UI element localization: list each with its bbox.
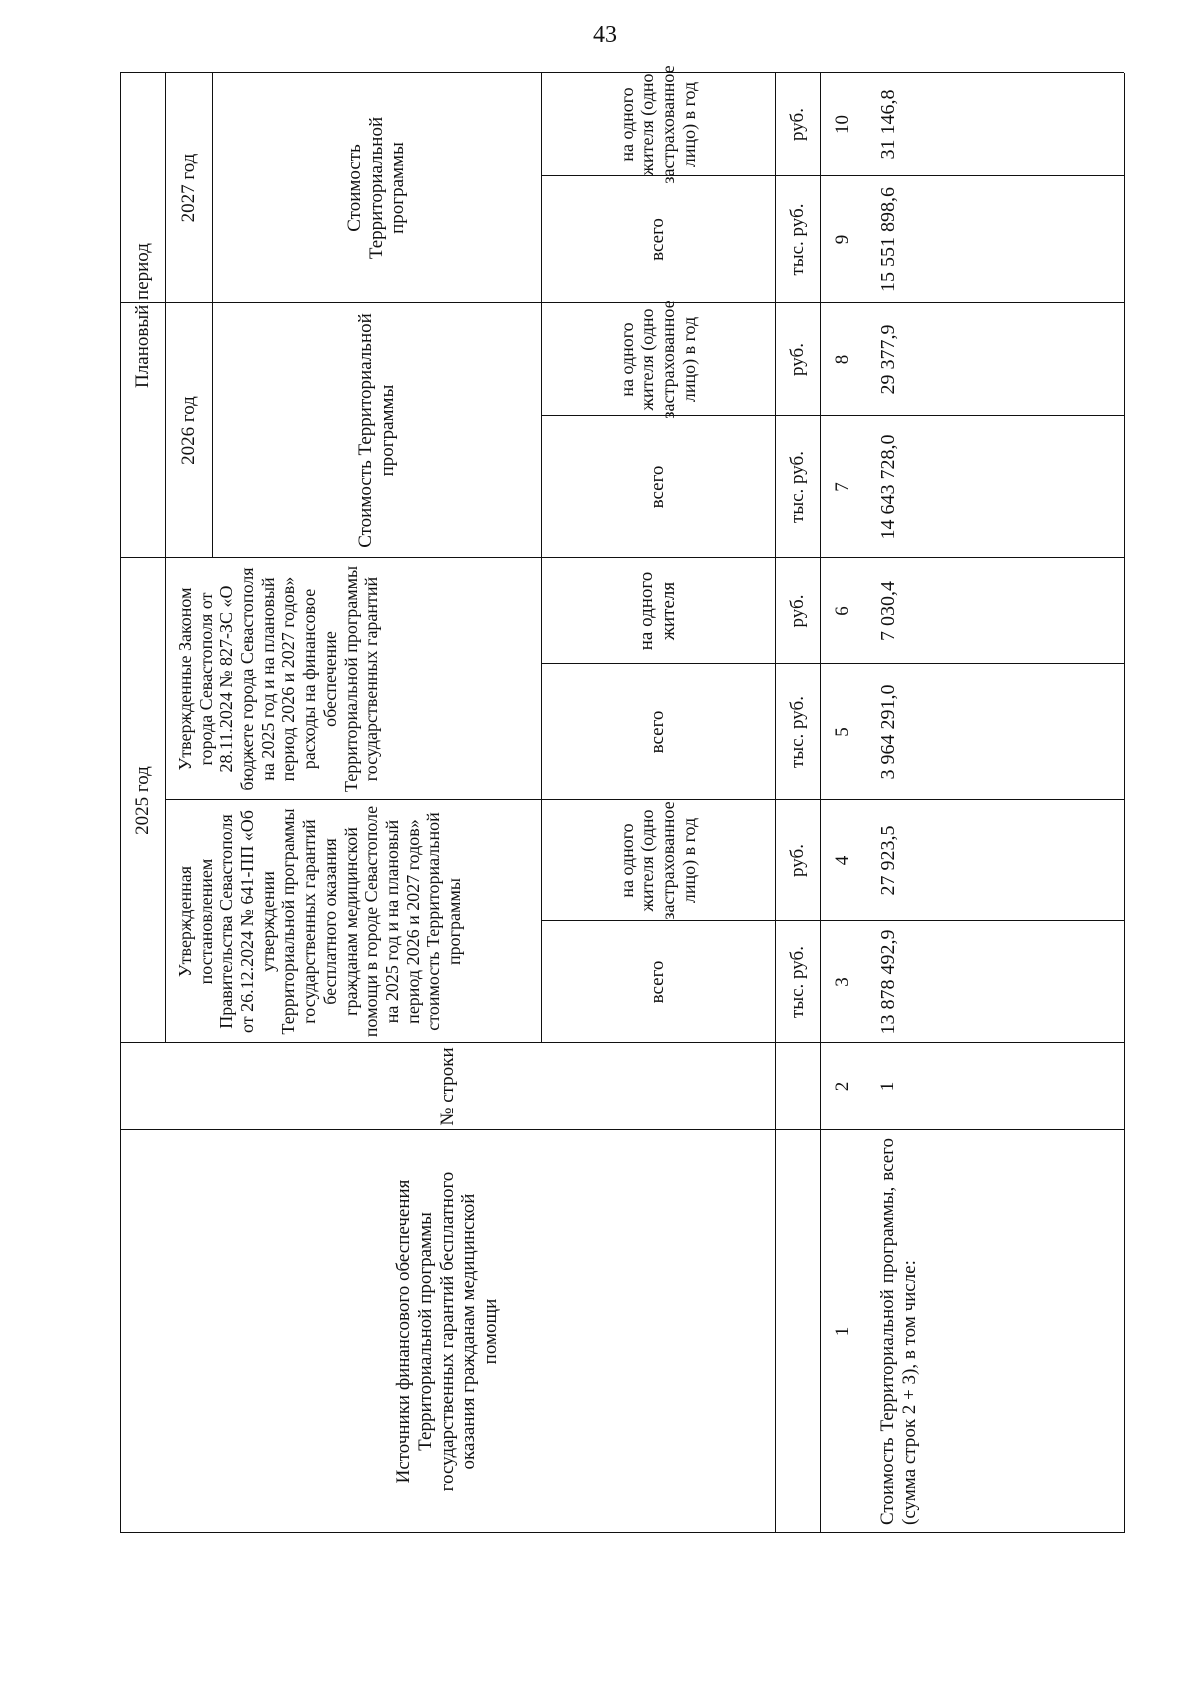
header-year-2025: 2025 год (131, 766, 153, 835)
row-number: 1 (877, 1081, 898, 1092)
header-total-2027: всего (647, 218, 669, 261)
value-per-insured-2025: 27 923,5 (877, 825, 899, 896)
column-number: 4 (831, 855, 853, 866)
column-number: 7 (831, 482, 853, 492)
value-per-insured-2026: 29 377,9 (877, 324, 899, 395)
header-row-number: № строки (436, 1047, 458, 1126)
column-number: 8 (831, 354, 853, 365)
financing-table (120, 65, 1124, 1533)
header-approved-resolution: Утвержденная постановлением Правительства Севастополя от 26.12.2024 № 641-ПП «Об утверждении Территориальной программы государственных гарантий бесплатного оказания гражданам медицинской помощи в городе Севастополе на 2025 год и на плановый период 2026 и 2027 годов» стоимость Территориальной программы (175, 805, 464, 1038)
header-per-resident-2025: на одного жителя (636, 571, 679, 651)
header-year-2026: 2026 год (177, 396, 199, 465)
unit-cell: руб. (786, 108, 808, 141)
unit-cell: тыс. руб. (786, 696, 808, 768)
unit-cell: руб. (786, 594, 808, 628)
value-total-2026: 14 643 728,0 (877, 434, 899, 540)
header-total-2025-resolution: всего (647, 960, 669, 1004)
header-source-column: Источники финансового обеспечения Территориальной программы государственных гарантий бесплатного оказания гражданам медицинской помощи (392, 1171, 502, 1492)
unit-cell: руб. (786, 844, 808, 877)
header-cost-2027: Стоимость Территориальной программы (343, 116, 409, 260)
unit-cell: тыс. руб. (786, 203, 808, 276)
value-total-2025-law: 3 964 291,0 (877, 684, 899, 780)
rotated-table-sheet (120, 65, 1124, 1533)
header-cost-2026: Стоимость Территориальной программы (354, 313, 398, 548)
header-total-2025-law: всего (647, 710, 669, 754)
header-total-2026: всего (647, 465, 669, 509)
column-number: 3 (831, 977, 853, 987)
unit-cell: руб. (786, 343, 808, 376)
header-per-insured-2027: на одного жителя (одно застрахованное лицо) в год (616, 65, 699, 184)
value-per-resident-2025: 7 030,4 (877, 581, 899, 641)
unit-cell: тыс. руб. (786, 451, 808, 523)
page-number: 43 (593, 22, 617, 48)
column-number: 5 (831, 727, 853, 737)
unit-cell: тыс. руб. (786, 946, 808, 1018)
value-total-2027: 15 551 898,6 (877, 187, 899, 292)
value-per-insured-2027: 31 146,8 (877, 89, 899, 160)
row-label: Стоимость Территориальной программы, всего (сумма строк 2 + 3), в том числе: (877, 1138, 920, 1525)
header-per-insured-2025: на одного жителя (одно застрахованное лицо) в год (616, 801, 699, 920)
column-number: 1 (831, 1326, 853, 1337)
header-planned-period: Плановый период (131, 243, 153, 388)
column-number: 6 (831, 606, 853, 616)
column-number: 9 (831, 234, 853, 245)
column-number: 2 (831, 1081, 853, 1092)
header-per-insured-2026: на одного жителя (одно застрахованное лицо) в год (616, 300, 699, 419)
column-number: 10 (831, 115, 853, 134)
value-total-2025-resolution: 13 878 492,9 (877, 929, 899, 1035)
header-year-2027: 2027 год (177, 153, 199, 223)
header-approved-law: Утвержденные Законом города Севастополя от 28.11.2024 № 827-ЗС «О бюджете города Севастополя на 2025 год и на плановый период 2026 и 2027 годов» расходы на финансовое обеспечение Территориальной программы государственных гарантий (175, 565, 382, 793)
